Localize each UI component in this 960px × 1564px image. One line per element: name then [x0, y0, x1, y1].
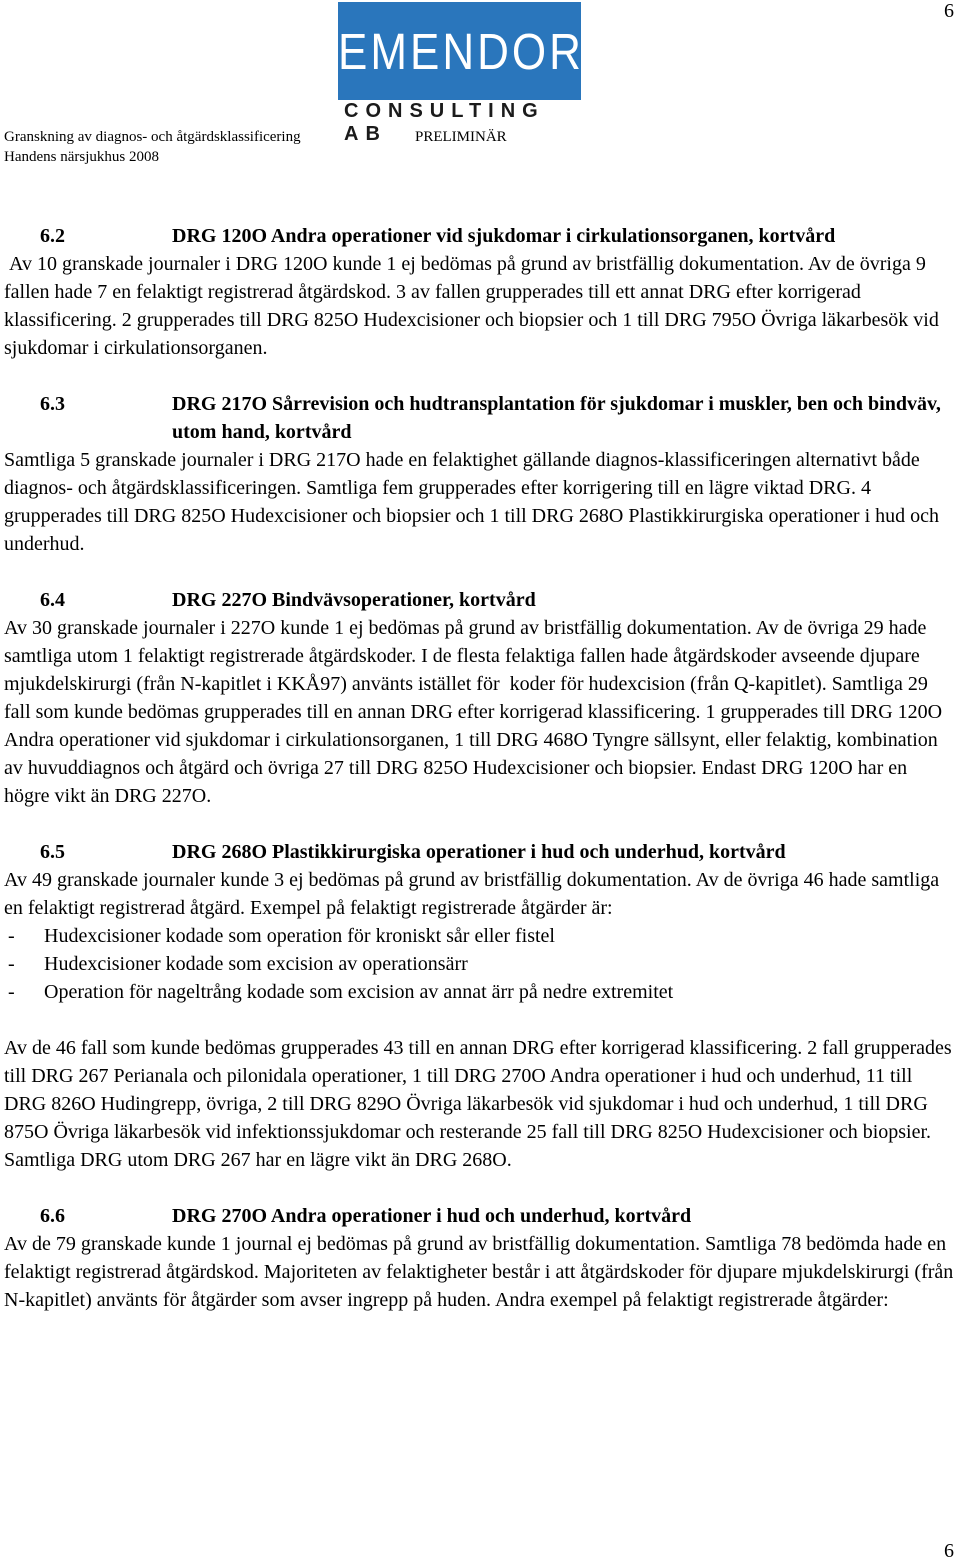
section-paragraph: [4, 614, 956, 810]
section-title: DRG 217O Sårrevision och hudtransplantation för sjukdomar i muskler, ben och bindväv, utom hand, kortvård: [172, 393, 941, 443]
example-list: [4, 922, 956, 1006]
section-paragraph: [4, 866, 956, 922]
list-item-text: Hudexcisioner kodade som excision av operationsärr: [44, 953, 468, 975]
section-6-4: [4, 586, 956, 810]
section-title: DRG 270O Andra operationer i hud och underhud, kortvård: [172, 1205, 692, 1227]
paragraph-text: Av de 79 granskade kunde 1 journal ej bedömas på grund av bristfällig dokumentation. Samtliga 78 bedömda hade en felaktigt registrerad åtgärdskod. Majoriteten av felaktigheter består i att åtgärdskoder för djupare mjukdelskirurgi (från N-kapitlet) använts för åtgärder som avser ingrepp på huden. Andra exempel på felaktigt registrerade åtgärder:: [4, 1233, 954, 1311]
list-item-text: Operation för nageltrång kodade som excision av annat ärr på nedre extremitet: [44, 981, 674, 1003]
section-6-6: [4, 1202, 956, 1314]
section-heading: [4, 222, 956, 250]
section-paragraph: [4, 446, 956, 558]
section-number: 6.2: [40, 225, 65, 247]
section-number: 6.3: [40, 393, 65, 415]
logo-background: [338, 2, 584, 100]
header-title: Granskning av diagnos- och åtgärdsklassificering: [4, 129, 301, 145]
page-number-bottom: 6: [944, 1540, 954, 1562]
section-paragraph: [4, 1230, 956, 1314]
section-number: 6.5: [40, 841, 65, 863]
section-heading: [4, 586, 956, 614]
logo-main-text: EMENDOR: [338, 24, 584, 81]
section-6-3: [4, 390, 956, 558]
section-title: DRG 227O Bindvävsoperationer, kortvård: [172, 589, 536, 611]
section-heading: [4, 390, 956, 446]
section-heading: [4, 1202, 956, 1230]
section-6-2: [4, 222, 956, 362]
section-paragraph: [4, 250, 956, 362]
logo-sub-text: CONSULTING AB: [344, 100, 545, 145]
paragraph-text: Av 10 granskade journaler i DRG 120O kunde 1 ej bedömas på grund av bristfällig dokumentation. Av de övriga 9 fallen hade 7 en felaktigt registrerad åtgärdskod. 3 av fallen grupperades till ett annat DRG efter korrigerad klassificering. 2 grupperades till DRG 825O Hudexcisioner och biopsier och 1 till DRG 795O Övriga läkarbesök vid sjukdomar i cirkulationsorganen.: [4, 253, 944, 359]
list-dash: -: [8, 953, 15, 975]
spacer: [4, 1006, 956, 1034]
list-item: [4, 978, 956, 1006]
section-6-5: [4, 838, 956, 1174]
header-status: PRELIMINÄR: [415, 129, 507, 145]
list-dash: -: [8, 981, 15, 1003]
paragraph-text: Av de 46 fall som kunde bedömas grupperades 43 till en annan DRG efter korrigerad klassificering. 2 fall grupperades till DRG 267 Perianala och pilonidala operationer, 1 till DRG 270O Andra operationer i hud och underhud, 11 till DRG 826O Hudingrepp, övriga, 2 till DRG 829O Övriga läkarbesök vid sjukdomar i hud och underhud, 1 till DRG 875O Övriga läkarbesök vid infektionssjukdomar och resterande 25 fall till DRG 825O Hudexcisioner och biopsier. Samtliga DRG utom DRG 267 har en lägre vikt än DRG 268O.: [4, 1037, 952, 1171]
section-paragraph-2: [4, 1034, 956, 1174]
section-number: 6.4: [40, 589, 65, 611]
paragraph-text: Av 49 granskade journaler kunde 3 ej bedömas på grund av bristfällig dokumentation. Av de övriga 46 hade samtliga en felaktigt registrerad åtgärd. Exempel på felaktigt registrerade åtgärder är:: [4, 869, 940, 919]
list-item-text: Hudexcisioner kodade som operation för kroniskt sår eller fistel: [44, 925, 555, 947]
section-title: DRG 120O Andra operationer vid sjukdomar i cirkulationsorganen, kortvård: [172, 225, 836, 247]
paragraph-text: Av 30 granskade journaler i 227O kunde 1 ej bedömas på grund av bristfällig dokumentation. Av de övriga 29 hade samtliga utom 1 felaktigt registrerade åtgärdskoder. I de flesta felaktiga fallen hade åtgärdskoder avseende djupare mjukdelskirurgi (från N-kapitlet i KKÅ97) använts istället för koder för hudexcision (från Q-kapitlet). Samtliga 29 fall som kunde bedömas grupperades till en annan DRG efter korrigerad klassificering. 1 grupperades till DRG 120O Andra operationer vid sjukdomar i cirkulationsorganen, 1 till DRG 468O Tyngre sällsynt, eller felaktig, kombination av huvuddiagnos och åtgärd och övriga 27 till DRG 825O Hudexcisioner och biopsier. Endast DRG 120O har en högre vikt än DRG 227O.: [4, 617, 946, 807]
page-number-top: 6: [944, 0, 954, 22]
section-title: DRG 268O Plastikkirurgiska operationer i hud och underhud, kortvård: [172, 841, 786, 863]
section-number: 6.6: [40, 1205, 65, 1227]
section-heading: [4, 838, 956, 866]
list-dash: -: [8, 925, 15, 947]
header-hospital: Handens närsjukhus 2008: [4, 149, 159, 165]
list-item: [4, 950, 956, 978]
list-item: [4, 922, 956, 950]
paragraph-text: Samtliga 5 granskade journaler i DRG 217O hade en felaktighet gällande diagnos-klassificeringen alternativt både diagnos- och åtgärdsklassificeringen. Samtliga fem grupperades efter korrigering till en lägre viktad DRG. 4 grupperades till DRG 825O Hudexcisioner och biopsier och 1 till DRG 268O Plastikkirurgiska operationer i hud och underhud.: [4, 449, 940, 555]
document-body: [4, 222, 956, 1342]
